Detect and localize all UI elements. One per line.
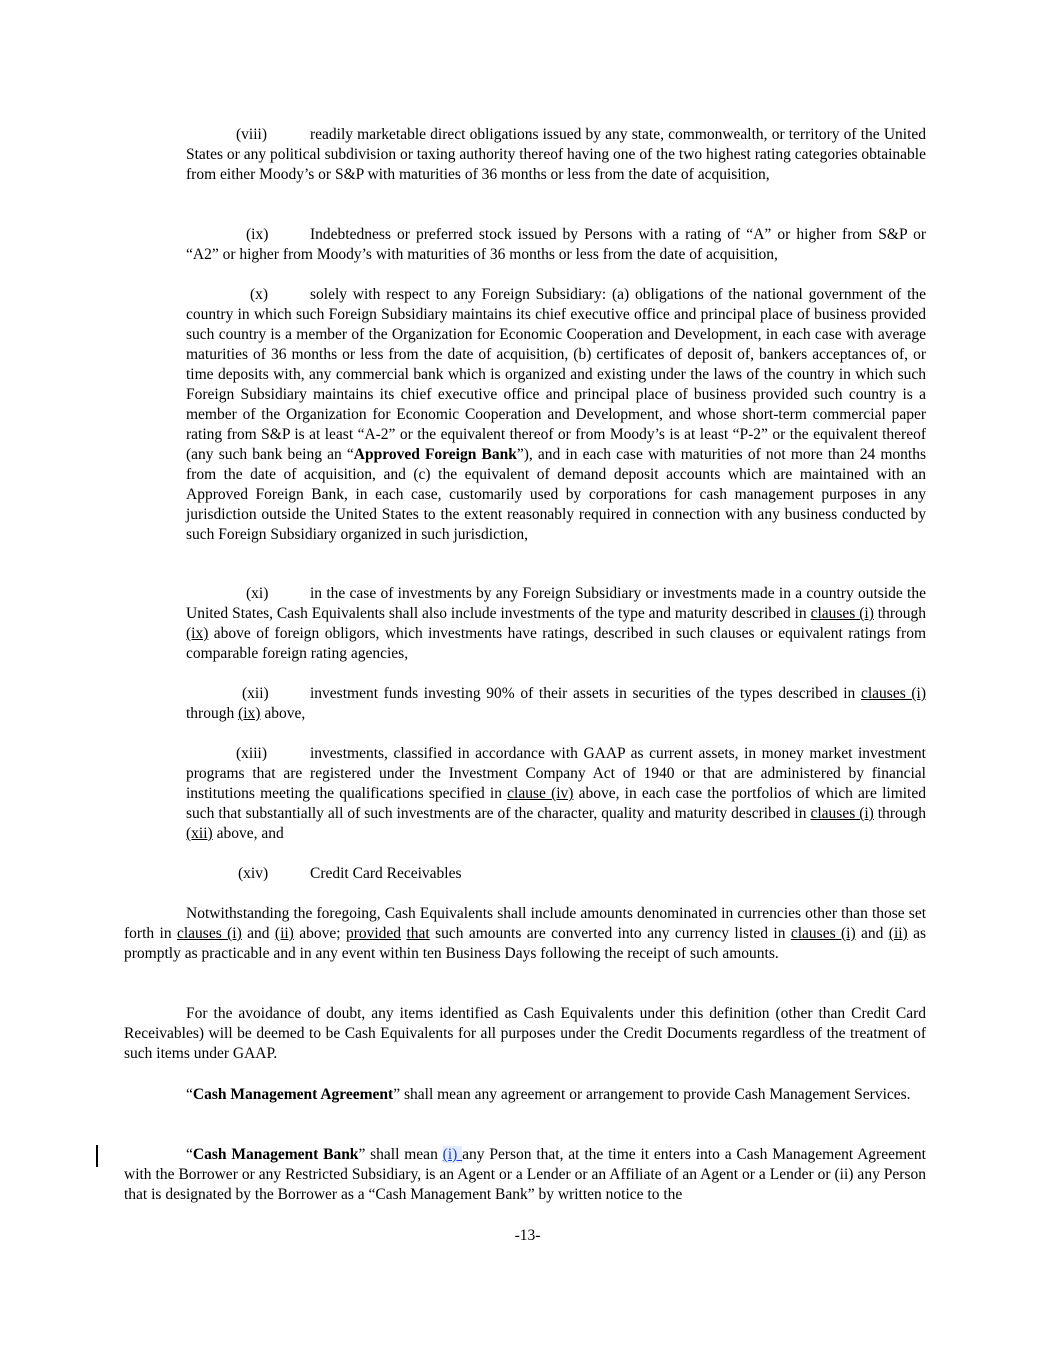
tracked-change-highlight[interactable]: (i) xyxy=(442,1146,463,1163)
clause-xi xyxy=(186,584,926,664)
clause-number: (x) xyxy=(250,286,269,303)
clause-text: above of foreign obligors, which investments have ratings, described in such clauses or equivalent ratings from comparable foreign rating agencies, xyxy=(186,625,926,662)
paragraph-text: and xyxy=(855,925,889,942)
clause-number: (xiii) xyxy=(236,745,267,762)
paragraph-text: above; xyxy=(293,925,346,942)
revision-change-bar xyxy=(96,1145,98,1167)
paragraph-text: as promptly as practicable and in any event within ten Business Days following the receipt of such amounts. xyxy=(124,925,927,962)
clause-xiv xyxy=(186,864,926,884)
cross-reference: clauses (i) xyxy=(860,685,927,702)
cross-reference: clauses (i) xyxy=(176,925,242,942)
clause-text: through xyxy=(186,705,239,722)
clause-text: Credit Card Receivables xyxy=(310,865,462,882)
proviso-term: provided xyxy=(345,925,402,942)
clause-text: ”), and in each case with maturities of not more than 24 months from the date of acquisition, and (c) the equivalent of demand deposit accounts which are maintained with an Approved Foreign Bank, in each case, customarily used by corporations for cash management purposes in any jurisdiction outside the United States to the extent reasonably required in connection with any business conducted by such Foreign Subsidiary organized in such jurisdiction, xyxy=(186,446,926,543)
definition-text: ” shall mean any agreement or arrangement to provide Cash Management Services. xyxy=(393,1086,911,1103)
clause-ix xyxy=(186,225,926,265)
paragraph-text: and xyxy=(241,925,275,942)
clause-text: through xyxy=(873,805,927,822)
clause-x xyxy=(186,285,926,545)
clause-number: (xiv) xyxy=(238,865,269,882)
cross-reference: (xii) xyxy=(186,825,213,842)
clause-xii xyxy=(186,684,926,724)
definition-text: any Person that, at the time it enters into a Cash Management Agreement with the Borrower or any Restricted Subsidiary, is an Agent or a Lender or an Affiliate of an Agent or a Lender or (ii) any Person that is designated by the Borrower as a “Cash Management Bank” by written notice to the xyxy=(124,1146,926,1203)
defined-term: Approved Foreign Bank xyxy=(353,446,517,463)
cross-reference: (ii) xyxy=(888,925,908,942)
cross-reference: (ix) xyxy=(186,625,209,642)
cross-reference: clauses (i) xyxy=(790,925,856,942)
clause-number: (viii) xyxy=(236,126,267,143)
quote-mark: “ xyxy=(186,1086,193,1103)
clause-text: solely with respect to any Foreign Subsidiary: (a) obligations of the national government of the country in which such Foreign Subsidiary maintains its chief executive office and principal place of business provided such country is a member of the Organization for Economic Cooperation and Development, in each case with average maturities of 36 months or less from the date of acquisition, (b) certificates of deposit of, bankers acceptances of, or time deposits with, any commercial bank which is organized and existing under the laws of the country in which such Foreign Subsidiary maintains its chief executive office and principal place of business provided such country is a member of the Organization for Economic Cooperation and Development, and whose short-term commercial paper rating from S&P is at least “A-2” or the equivalent thereof or from Moody’s is at least “P-2” or the equivalent thereof (any such bank being an “ xyxy=(186,286,926,463)
notwithstanding-paragraph xyxy=(124,904,926,964)
clause-text: investments, classified in accordance with GAAP as current assets, in money market investment programs that are registered under the Investment Company Act of 1940 or that are administered by financial institutions meeting the qualifications specified in xyxy=(186,745,926,802)
paragraph-text: such amounts are converted into any currency listed in xyxy=(429,925,791,942)
avoidance-paragraph: For the avoidance of doubt, any items identified as Cash Equivalents under this definition (other than Credit Card Receivables) will be deemed to be Cash Equivalents for all purposes under the Credit Documents regardless of the treatment of such items under GAAP. xyxy=(124,1005,926,1062)
proviso-term: that xyxy=(406,925,430,942)
clause-text: Indebtedness or preferred stock issued by Persons with a rating of “A” or higher from S&P or “A2” or higher from Moody’s with maturities of 36 months or less from the date of acquisition, xyxy=(186,226,926,263)
paragraph-text: Notwithstanding the foregoing, Cash Equivalents shall include amounts denominated in currencies other than those set forth in xyxy=(124,905,926,942)
clause-text: investment funds investing 90% of their assets in securities of the types described in xyxy=(310,685,861,702)
clause-text: above, in each case the portfolios of which are limited such that substantially all of such investments are of the character, quality and maturity described in xyxy=(186,785,926,822)
cash-management-agreement-definition xyxy=(124,1085,926,1105)
cash-management-bank-definition xyxy=(124,1145,926,1205)
clause-text: above, xyxy=(260,705,306,722)
page-number: -13- xyxy=(514,1227,541,1244)
quote-mark: “ xyxy=(186,1146,193,1163)
cross-reference: (ix) xyxy=(238,705,261,722)
cross-reference: clauses (i) xyxy=(810,805,874,822)
clause-text: in the case of investments by any Foreign Subsidiary or investments made in a country outside the United States, Cash Equivalents shall also include investments of the type and maturity described in xyxy=(186,585,926,622)
cross-reference: (ii) xyxy=(274,925,294,942)
cross-reference: clauses (i) xyxy=(810,605,874,622)
clause-xiii xyxy=(186,744,926,844)
clause-text: above, and xyxy=(212,825,284,842)
clause-text: through xyxy=(873,605,926,622)
defined-term: Cash Management Bank xyxy=(192,1146,359,1163)
defined-term: Cash Management Agreement xyxy=(192,1086,394,1103)
clause-number: (ix) xyxy=(246,226,269,243)
clause-number: (xii) xyxy=(242,685,269,702)
clause-text: readily marketable direct obligations issued by any state, commonwealth, or territory of the United States or any political subdivision or taxing authority thereof having one of the two highest rating categories obtainable from either Moody’s or S&P with maturities of 36 months or less from the date of acquisition, xyxy=(186,126,926,183)
clause-viii xyxy=(186,125,926,185)
clause-number: (xi) xyxy=(246,585,269,602)
definition-text: ” shall mean xyxy=(358,1146,443,1163)
cross-reference: clause (iv) xyxy=(507,785,574,802)
